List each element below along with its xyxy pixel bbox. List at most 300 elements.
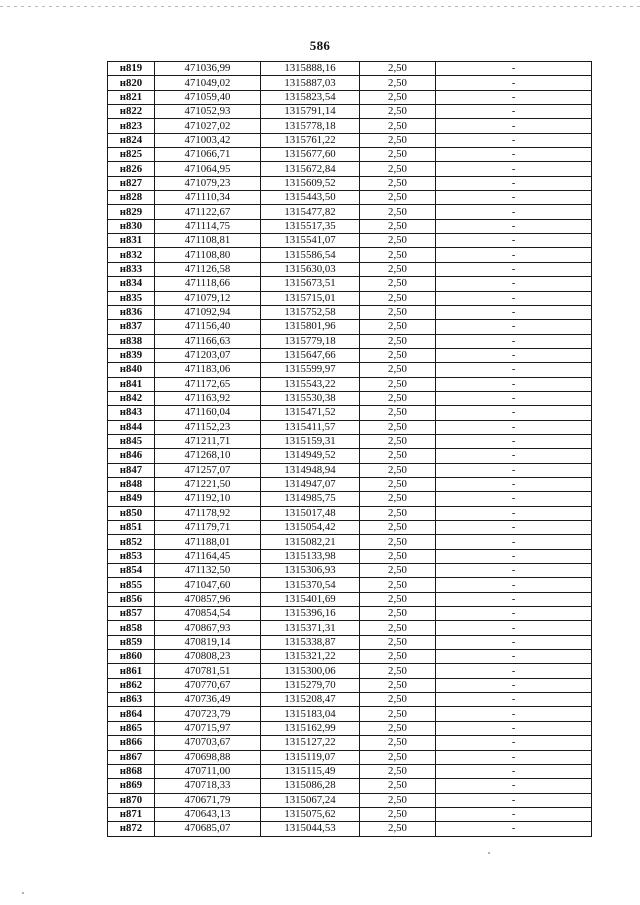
y-coordinate-cell: 1315586,54 [261,248,360,262]
x-coordinate-cell: 471163,92 [155,391,261,405]
table-row [108,420,592,434]
y-coordinate-cell: 1315017,48 [261,506,360,520]
accuracy-cell: 2,50 [360,822,436,836]
point-cell: н848 [108,477,155,491]
point-cell: н820 [108,76,155,90]
description-cell: - [436,535,592,549]
table-row [108,736,592,750]
table-row [108,750,592,764]
table-row [108,262,592,276]
accuracy-cell: 2,50 [360,506,436,520]
description-cell: - [436,248,592,262]
description-cell: - [436,348,592,362]
y-coordinate-cell: 1315075,62 [261,807,360,821]
table-row [108,377,592,391]
accuracy-cell: 2,50 [360,133,436,147]
accuracy-cell: 2,50 [360,750,436,764]
y-coordinate-cell: 1315401,69 [261,592,360,606]
x-coordinate-cell: 470867,93 [155,621,261,635]
point-cell: н839 [108,348,155,362]
x-coordinate-cell: 470736,49 [155,693,261,707]
x-coordinate-cell: 470819,14 [155,635,261,649]
y-coordinate-cell: 1315133,98 [261,549,360,563]
table-row [108,176,592,190]
accuracy-cell: 2,50 [360,434,436,448]
table-row [108,521,592,535]
y-coordinate-cell: 1315888,16 [261,62,360,76]
x-coordinate-cell: 471268,10 [155,449,261,463]
y-coordinate-cell: 1315338,87 [261,635,360,649]
description-cell: - [436,449,592,463]
description-cell: - [436,635,592,649]
y-coordinate-cell: 1315115,49 [261,764,360,778]
description-cell: - [436,234,592,248]
accuracy-cell: 2,50 [360,320,436,334]
description-cell: - [436,148,592,162]
x-coordinate-cell: 470781,51 [155,664,261,678]
x-coordinate-cell: 471156,40 [155,320,261,334]
y-coordinate-cell: 1315443,50 [261,191,360,205]
x-coordinate-cell: 471188,01 [155,535,261,549]
point-cell: н827 [108,176,155,190]
table-row [108,764,592,778]
accuracy-cell: 2,50 [360,549,436,563]
table-row [108,463,592,477]
table-row [108,234,592,248]
point-cell: н832 [108,248,155,262]
y-coordinate-cell: 1314949,52 [261,449,360,463]
description-cell: - [436,90,592,104]
x-coordinate-cell: 471052,93 [155,105,261,119]
y-coordinate-cell: 1315279,70 [261,678,360,692]
description-cell: - [436,377,592,391]
table-row [108,578,592,592]
table-row [108,76,592,90]
accuracy-cell: 2,50 [360,779,436,793]
table-row [108,291,592,305]
x-coordinate-cell: 470671,79 [155,793,261,807]
x-coordinate-cell: 470643,13 [155,807,261,821]
point-cell: н846 [108,449,155,463]
accuracy-cell: 2,50 [360,592,436,606]
x-coordinate-cell: 470808,23 [155,650,261,664]
y-coordinate-cell: 1315761,22 [261,133,360,147]
y-coordinate-cell: 1315672,84 [261,162,360,176]
point-cell: н828 [108,191,155,205]
description-cell: - [436,191,592,205]
point-cell: н837 [108,320,155,334]
x-coordinate-cell: 471110,34 [155,191,261,205]
table-row [108,793,592,807]
table-row [108,664,592,678]
accuracy-cell: 2,50 [360,635,436,649]
accuracy-cell: 2,50 [360,420,436,434]
description-cell: - [436,664,592,678]
point-cell: н847 [108,463,155,477]
x-coordinate-cell: 471036,99 [155,62,261,76]
accuracy-cell: 2,50 [360,535,436,549]
point-cell: н864 [108,707,155,721]
description-cell: - [436,363,592,377]
x-coordinate-cell: 471211,71 [155,434,261,448]
point-cell: н841 [108,377,155,391]
description-cell: - [436,592,592,606]
y-coordinate-cell: 1315823,54 [261,90,360,104]
description-cell: - [436,578,592,592]
y-coordinate-cell: 1315630,03 [261,262,360,276]
description-cell: - [436,305,592,319]
x-coordinate-cell: 471166,63 [155,334,261,348]
accuracy-cell: 2,50 [360,521,436,535]
x-coordinate-cell: 470711,00 [155,764,261,778]
x-coordinate-cell: 471152,23 [155,420,261,434]
accuracy-cell: 2,50 [360,736,436,750]
y-coordinate-cell: 1315411,57 [261,420,360,434]
accuracy-cell: 2,50 [360,348,436,362]
x-coordinate-cell: 471172,65 [155,377,261,391]
point-cell: н855 [108,578,155,592]
description-cell: - [436,678,592,692]
point-cell: н829 [108,205,155,219]
description-cell: - [436,463,592,477]
description-cell: - [436,320,592,334]
y-coordinate-cell: 1315779,18 [261,334,360,348]
accuracy-cell: 2,50 [360,406,436,420]
scan-speck [22,892,24,894]
point-cell: н842 [108,391,155,405]
table-row [108,564,592,578]
y-coordinate-cell: 1315715,01 [261,291,360,305]
table-row [108,363,592,377]
y-coordinate-cell: 1315543,22 [261,377,360,391]
table-row [108,549,592,563]
y-coordinate-cell: 1315778,18 [261,119,360,133]
accuracy-cell: 2,50 [360,707,436,721]
description-cell: - [436,76,592,90]
accuracy-cell: 2,50 [360,162,436,176]
x-coordinate-cell: 471183,06 [155,363,261,377]
x-coordinate-cell: 470715,97 [155,721,261,735]
x-coordinate-cell: 471079,23 [155,176,261,190]
description-cell: - [436,162,592,176]
table-row [108,535,592,549]
point-cell: н844 [108,420,155,434]
description-cell: - [436,492,592,506]
accuracy-cell: 2,50 [360,693,436,707]
x-coordinate-cell: 471027,02 [155,119,261,133]
accuracy-cell: 2,50 [360,377,436,391]
description-cell: - [436,779,592,793]
description-cell: - [436,477,592,491]
table-row [108,650,592,664]
table-row [108,133,592,147]
x-coordinate-cell: 471064,95 [155,162,261,176]
description-cell: - [436,650,592,664]
accuracy-cell: 2,50 [360,807,436,821]
point-cell: н871 [108,807,155,821]
description-cell: - [436,693,592,707]
y-coordinate-cell: 1315321,22 [261,650,360,664]
description-cell: - [436,119,592,133]
table-row [108,506,592,520]
x-coordinate-cell: 471114,75 [155,219,261,233]
table-row [108,721,592,735]
x-coordinate-cell: 471160,04 [155,406,261,420]
y-coordinate-cell: 1315162,99 [261,721,360,735]
point-cell: н822 [108,105,155,119]
x-coordinate-cell: 470854,54 [155,607,261,621]
accuracy-cell: 2,50 [360,148,436,162]
table-row [108,334,592,348]
x-coordinate-cell: 471108,81 [155,234,261,248]
point-cell: н858 [108,621,155,635]
point-cell: н849 [108,492,155,506]
point-cell: н819 [108,62,155,76]
accuracy-cell: 2,50 [360,119,436,133]
accuracy-cell: 2,50 [360,305,436,319]
table-row [108,592,592,606]
accuracy-cell: 2,50 [360,291,436,305]
y-coordinate-cell: 1315067,24 [261,793,360,807]
y-coordinate-cell: 1315044,53 [261,822,360,836]
description-cell: - [436,334,592,348]
x-coordinate-cell: 470685,07 [155,822,261,836]
description-cell: - [436,764,592,778]
accuracy-cell: 2,50 [360,650,436,664]
table-row [108,678,592,692]
point-cell: н826 [108,162,155,176]
table-row [108,477,592,491]
y-coordinate-cell: 1315208,47 [261,693,360,707]
point-cell: н845 [108,434,155,448]
table-row [108,305,592,319]
accuracy-cell: 2,50 [360,449,436,463]
x-coordinate-cell: 471257,07 [155,463,261,477]
x-coordinate-cell: 471221,50 [155,477,261,491]
y-coordinate-cell: 1315082,21 [261,535,360,549]
x-coordinate-cell: 471178,92 [155,506,261,520]
accuracy-cell: 2,50 [360,90,436,104]
table-row [108,162,592,176]
accuracy-cell: 2,50 [360,764,436,778]
x-coordinate-cell: 471079,12 [155,291,261,305]
y-coordinate-cell: 1315119,07 [261,750,360,764]
y-coordinate-cell: 1315530,38 [261,391,360,405]
point-cell: н851 [108,521,155,535]
accuracy-cell: 2,50 [360,262,436,276]
description-cell: - [436,721,592,735]
description-cell: - [436,262,592,276]
point-cell: н852 [108,535,155,549]
table-row [108,90,592,104]
description-cell: - [436,391,592,405]
accuracy-cell: 2,50 [360,334,436,348]
point-cell: н843 [108,406,155,420]
point-cell: н838 [108,334,155,348]
scan-speck [488,852,490,854]
description-cell: - [436,607,592,621]
y-coordinate-cell: 1315306,93 [261,564,360,578]
description-cell: - [436,621,592,635]
description-cell: - [436,277,592,291]
y-coordinate-cell: 1315517,35 [261,219,360,233]
x-coordinate-cell: 471047,60 [155,578,261,592]
x-coordinate-cell: 471126,58 [155,262,261,276]
point-cell: н862 [108,678,155,692]
description-cell: - [436,62,592,76]
table-row [108,621,592,635]
point-cell: н824 [108,133,155,147]
table-row [108,693,592,707]
point-cell: н825 [108,148,155,162]
y-coordinate-cell: 1315887,03 [261,76,360,90]
table-row [108,391,592,405]
x-coordinate-cell: 471122,67 [155,205,261,219]
accuracy-cell: 2,50 [360,205,436,219]
description-cell: - [436,105,592,119]
description-cell: - [436,521,592,535]
point-cell: н821 [108,90,155,104]
y-coordinate-cell: 1315801,96 [261,320,360,334]
x-coordinate-cell: 471108,80 [155,248,261,262]
accuracy-cell: 2,50 [360,277,436,291]
y-coordinate-cell: 1315159,31 [261,434,360,448]
description-cell: - [436,176,592,190]
description-cell: - [436,822,592,836]
accuracy-cell: 2,50 [360,721,436,735]
point-cell: н863 [108,693,155,707]
x-coordinate-cell: 470703,67 [155,736,261,750]
table-row [108,707,592,721]
description-cell: - [436,406,592,420]
table-row [108,119,592,133]
table-row [108,807,592,821]
x-coordinate-cell: 470723,79 [155,707,261,721]
table-row [108,320,592,334]
x-coordinate-cell: 471003,42 [155,133,261,147]
point-cell: н866 [108,736,155,750]
y-coordinate-cell: 1315396,16 [261,607,360,621]
y-coordinate-cell: 1315371,31 [261,621,360,635]
x-coordinate-cell: 471059,40 [155,90,261,104]
point-cell: н840 [108,363,155,377]
accuracy-cell: 2,50 [360,234,436,248]
accuracy-cell: 2,50 [360,607,436,621]
coordinates-table-body [108,62,592,837]
point-cell: н836 [108,305,155,319]
point-cell: н860 [108,650,155,664]
accuracy-cell: 2,50 [360,492,436,506]
point-cell: н850 [108,506,155,520]
point-cell: н823 [108,119,155,133]
accuracy-cell: 2,50 [360,191,436,205]
x-coordinate-cell: 471092,94 [155,305,261,319]
y-coordinate-cell: 1315791,14 [261,105,360,119]
accuracy-cell: 2,50 [360,363,436,377]
description-cell: - [436,133,592,147]
description-cell: - [436,420,592,434]
description-cell: - [436,549,592,563]
point-cell: н835 [108,291,155,305]
coordinates-table [107,61,592,837]
x-coordinate-cell: 471118,66 [155,277,261,291]
table-row [108,449,592,463]
point-cell: н859 [108,635,155,649]
accuracy-cell: 2,50 [360,463,436,477]
accuracy-cell: 2,50 [360,578,436,592]
point-cell: н830 [108,219,155,233]
y-coordinate-cell: 1315471,52 [261,406,360,420]
x-coordinate-cell: 471066,71 [155,148,261,162]
y-coordinate-cell: 1315054,42 [261,521,360,535]
point-cell: н833 [108,262,155,276]
y-coordinate-cell: 1314947,07 [261,477,360,491]
description-cell: - [436,750,592,764]
accuracy-cell: 2,50 [360,477,436,491]
x-coordinate-cell: 471179,71 [155,521,261,535]
scan-edge-line [0,6,640,7]
description-cell: - [436,506,592,520]
point-cell: н834 [108,277,155,291]
accuracy-cell: 2,50 [360,678,436,692]
point-cell: н831 [108,234,155,248]
y-coordinate-cell: 1315477,82 [261,205,360,219]
table-row [108,248,592,262]
y-coordinate-cell: 1315673,51 [261,277,360,291]
description-cell: - [436,736,592,750]
point-cell: н853 [108,549,155,563]
accuracy-cell: 2,50 [360,176,436,190]
table-row [108,607,592,621]
table-row [108,62,592,76]
point-cell: н870 [108,793,155,807]
accuracy-cell: 2,50 [360,76,436,90]
description-cell: - [436,219,592,233]
x-coordinate-cell: 470718,33 [155,779,261,793]
x-coordinate-cell: 471049,02 [155,76,261,90]
description-cell: - [436,793,592,807]
table-row [108,191,592,205]
accuracy-cell: 2,50 [360,793,436,807]
y-coordinate-cell: 1315300,06 [261,664,360,678]
accuracy-cell: 2,50 [360,248,436,262]
x-coordinate-cell: 471203,07 [155,348,261,362]
table-row [108,492,592,506]
y-coordinate-cell: 1315370,54 [261,578,360,592]
description-cell: - [436,564,592,578]
y-coordinate-cell: 1315541,07 [261,234,360,248]
y-coordinate-cell: 1314985,75 [261,492,360,506]
accuracy-cell: 2,50 [360,564,436,578]
table-row [108,635,592,649]
y-coordinate-cell: 1315609,52 [261,176,360,190]
x-coordinate-cell: 470857,96 [155,592,261,606]
x-coordinate-cell: 471192,10 [155,492,261,506]
table-row [108,406,592,420]
y-coordinate-cell: 1315647,66 [261,348,360,362]
y-coordinate-cell: 1315677,60 [261,148,360,162]
point-cell: н869 [108,779,155,793]
x-coordinate-cell: 470770,67 [155,678,261,692]
y-coordinate-cell: 1315127,22 [261,736,360,750]
y-coordinate-cell: 1315183,04 [261,707,360,721]
point-cell: н857 [108,607,155,621]
accuracy-cell: 2,50 [360,391,436,405]
point-cell: н867 [108,750,155,764]
table-row [108,219,592,233]
point-cell: н856 [108,592,155,606]
table-row [108,205,592,219]
